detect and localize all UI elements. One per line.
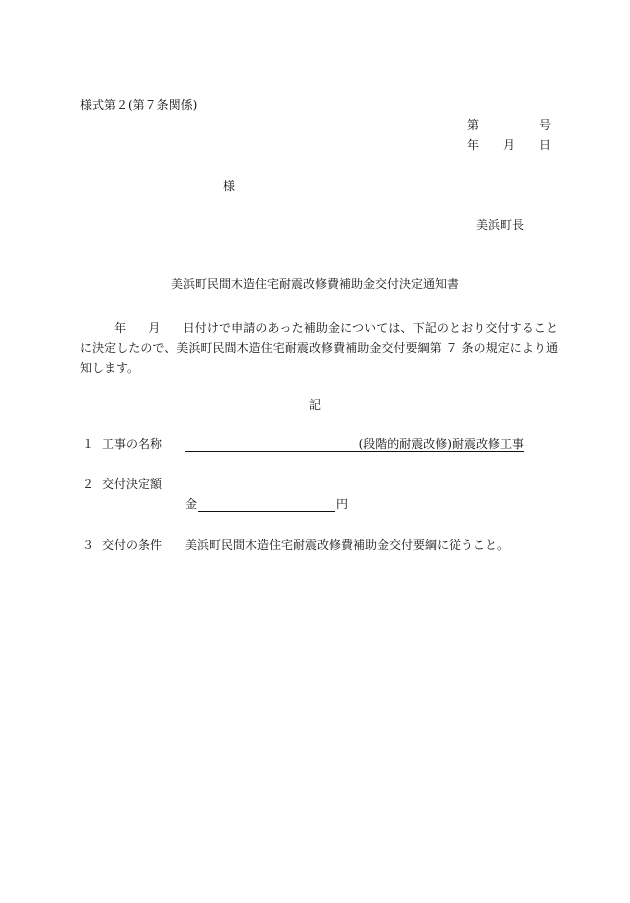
amount-suffix: 円 bbox=[336, 497, 349, 511]
body-text: 日付けで申請のあった補助金については、下記のとおり交付することに決定したので、美浜町民間木造住宅耐震改修費補助金交付要綱第 ７ 条の規定により通知します。 bbox=[80, 321, 558, 375]
item-1-label: 工事の名称 bbox=[102, 437, 163, 451]
form-label: 様式第２(第７条関係) bbox=[80, 98, 198, 112]
date-month: 月 bbox=[503, 138, 516, 152]
ki-heading: 記 bbox=[308, 398, 321, 412]
amount-prefix: 金 bbox=[185, 497, 198, 511]
doc-number-prefix: 第 bbox=[467, 118, 480, 132]
body-year: 年 bbox=[114, 321, 127, 335]
issuer: 美浜町長 bbox=[476, 218, 525, 232]
amount-field-line bbox=[198, 497, 335, 512]
date-day: 日 bbox=[539, 138, 552, 152]
item-1-number: １ bbox=[82, 437, 95, 451]
conditions-text: 美浜町民間木造住宅耐震改修費補助金交付要綱に従うこと。 bbox=[185, 538, 510, 552]
body-month: 月 bbox=[148, 321, 161, 335]
item-2-number: ２ bbox=[82, 477, 95, 491]
item-3-label: 交付の条件 bbox=[102, 538, 163, 552]
item-2-label: 交付決定額 bbox=[102, 477, 163, 491]
addressee-suffix: 様 bbox=[223, 179, 236, 193]
work-name-field: (段階的耐震改修)耐震改修工事 bbox=[185, 437, 524, 452]
item-3-number: ３ bbox=[82, 538, 95, 552]
date-year: 年 bbox=[467, 138, 480, 152]
body-paragraph bbox=[80, 318, 558, 378]
doc-number-suffix: 号 bbox=[539, 118, 552, 132]
document-title: 美浜町民間木造住宅耐震改修費補助金交付決定通知書 bbox=[170, 277, 459, 291]
